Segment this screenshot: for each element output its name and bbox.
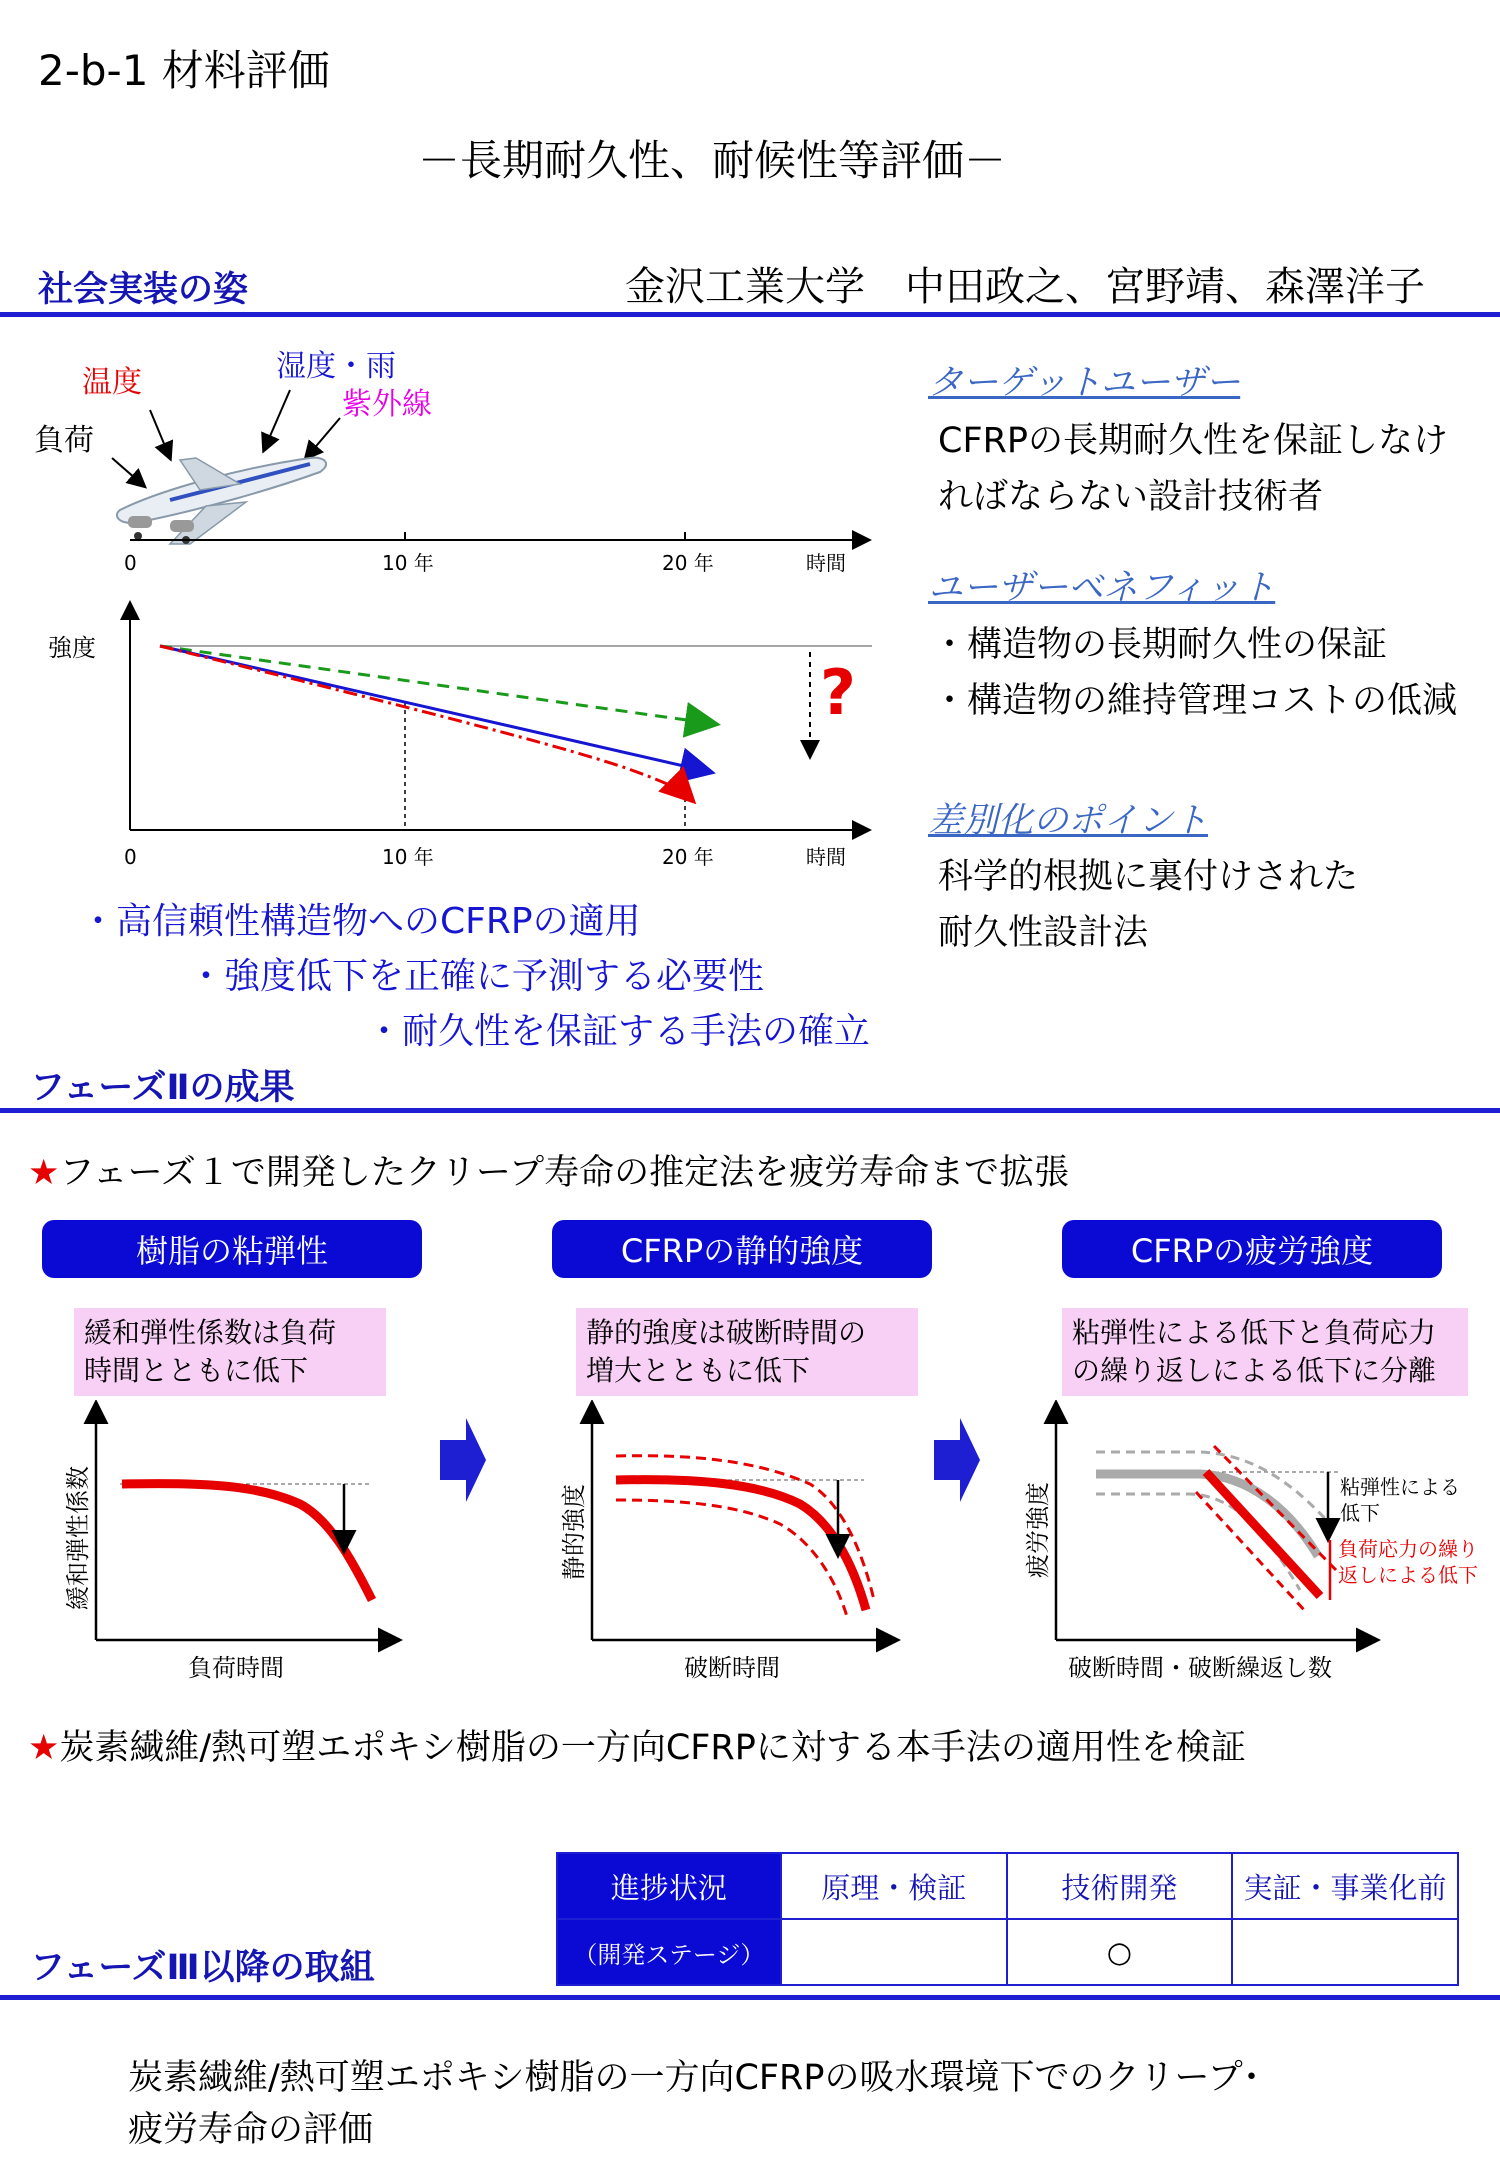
benefit-line: ・構造物の長期耐久性の保証 [932,625,1388,665]
axis-tick: 0 [124,845,137,869]
progress-table [556,1852,1459,1986]
phase2-line-2: ★炭素繊維/熱可塑エポキシ樹脂の一方向CFRPに対する本手法の適用性を検証 [28,1728,1246,1768]
right-arrow-icon [440,1418,486,1502]
airplane-diagram [20,340,900,590]
mark-demo [1232,1919,1458,1985]
bullet-2: ・強度低下を正確に予測する必要性 [188,956,765,997]
page-title: 2-b-1 材料評価 [38,46,330,95]
star-icon: ★ [28,1153,60,1193]
panel3-ylabel: 疲労強度 [1024,1482,1052,1578]
section-title-phase3: フェーズⅢ以降の取組 [30,1948,375,1988]
progress-head: 進捗状況 [557,1853,781,1919]
star-icon: ★ [28,1728,60,1768]
progress-subhead: （開発ステージ） [557,1919,781,1985]
bullet-3: ・耐久性を保証する手法の確立 [366,1011,871,1052]
airplane-icon [117,458,326,544]
label-humidity: 湿度・雨 [276,349,396,384]
note-static: 静的強度は破断時間の 増大とともに低下 [576,1308,918,1396]
axis-tick: 20 年 [662,845,714,869]
note-viscoelastic: 緩和弾性係数は負荷 時間とともに低下 [74,1308,386,1396]
divider [0,312,1500,317]
panel2-ylabel: 静的強度 [560,1484,588,1580]
stage-demo: 実証・事業化前 [1232,1853,1458,1919]
axis-tick: 20 年 [662,551,714,575]
panel-charts [0,1400,1500,1690]
axis-tick: 10 年 [382,551,434,575]
section-title-phase2: フェーズⅡの成果 [30,1068,295,1108]
panel3-annot-black: 粘弾性による [1340,1475,1460,1499]
stage-principle: 原理・検証 [781,1853,1007,1919]
divider [0,1108,1500,1113]
panel-header-fatigue: CFRPの疲労強度 [1062,1220,1442,1278]
label-temp: 温度 [82,365,142,400]
axis-unit: 時間 [806,551,846,575]
target-user-line: CFRPの長期耐久性を保証しなけ [938,421,1448,461]
strength-chart [20,590,900,880]
bullet-1: ・高信頼性構造物へのCFRPの適用 [80,901,641,942]
divider [0,1995,1500,2000]
stage-tech-dev: 技術開発 [1007,1853,1232,1919]
panel3-annot-red: 返しによる低下 [1338,1563,1478,1587]
right-arrow-icon [934,1418,980,1502]
diff-line: 科学的根拠に裏付けされた [938,857,1359,897]
authors: 金沢工業大学 中田政之、宮野靖、森澤洋子 [625,264,1425,310]
differentiation-heading: 差別化のポイント [928,801,1209,841]
target-user-line: ればならない設計技術者 [938,477,1324,517]
chart-ylabel: 強度 [48,634,96,662]
phase3-line: 炭素繊維/熱可塑エポキシ樹脂の一方向CFRPの吸水環境下でのクリープ･ [128,2058,1261,2098]
user-benefit-heading: ユーザーベネフィット [928,568,1276,608]
mark-tech-dev: ○ [1007,1919,1232,1985]
benefit-line: ・構造物の維持管理コストの低減 [932,681,1458,721]
label-load: 負荷 [34,423,94,458]
label-uv: 紫外線 [342,387,432,422]
diff-line: 耐久性設計法 [938,913,1149,953]
phase2-line-1: ★フェーズ１で開発したクリープ寿命の推定法を疲労寿命まで拡張 [28,1153,1070,1193]
phase3-line: 疲労寿命の評価 [128,2110,374,2150]
panel3-xlabel: 破断時間・破断繰返し数 [1068,1654,1332,1682]
panel1-ylabel: 緩和弾性係数 [64,1466,92,1610]
section-title-social: 社会実装の姿 [38,270,249,310]
target-user-heading: ターゲットユーザー [928,363,1241,403]
note-fatigue: 粘弾性による低下と負荷応力 の繰り返しによる低下に分離 [1062,1308,1468,1396]
panel3-annot-red: 負荷応力の繰り [1338,1537,1478,1561]
panel2-xlabel: 破断時間 [684,1654,780,1682]
panel1-xlabel: 負荷時間 [188,1654,284,1682]
panel-header-static: CFRPの静的強度 [552,1220,932,1278]
mark-principle [781,1919,1007,1985]
page-subtitle: －長期耐久性、耐候性等評価－ [418,136,1007,185]
question-mark: ? [820,656,856,729]
panel-header-viscoelastic: 樹脂の粘弾性 [42,1220,422,1278]
axis-unit: 時間 [806,845,846,869]
axis-tick: 0 [124,551,137,575]
axis-tick: 10 年 [382,845,434,869]
panel3-annot-black: 低下 [1340,1501,1380,1525]
